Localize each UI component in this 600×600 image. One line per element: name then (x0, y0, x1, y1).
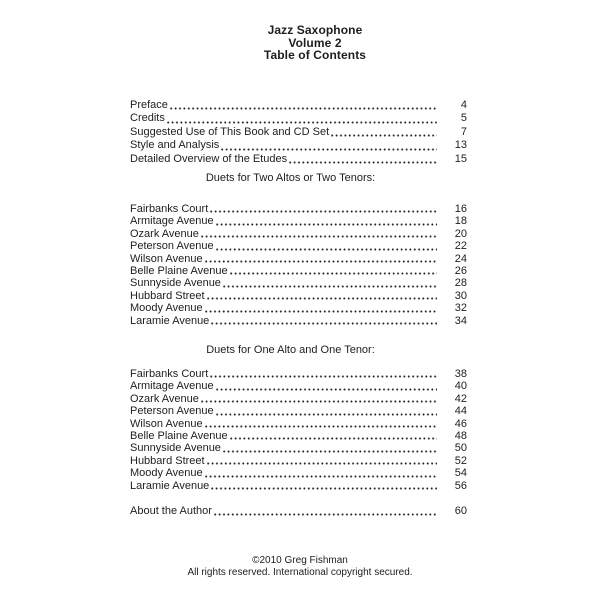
toc-row (130, 315, 467, 327)
dot-leader (213, 505, 437, 518)
dot-leader (200, 393, 437, 405)
dot-leader (222, 442, 437, 454)
toc-entry-label: Wilson Avenue (130, 417, 203, 430)
toc-entry-label: Armitage Avenue (130, 380, 214, 393)
dot-leader (206, 290, 437, 302)
dot-leader (209, 203, 437, 215)
toc-entry-label: Wilson Avenue (130, 252, 203, 265)
toc-entry-page-number: 40 (454, 380, 467, 393)
toc-entry-label: Sunnyside Avenue (130, 277, 221, 290)
toc-row (130, 139, 467, 152)
toc-entry-page-number: 15 (454, 152, 467, 165)
toc-entry-page-number: 26 (454, 264, 467, 277)
toc-entry-label: Sunnyside Avenue (130, 442, 221, 455)
rights-line: All rights reserved. International copyright secured. (187, 566, 413, 578)
toc-entry-label: Ozark Avenue (130, 392, 199, 405)
toc-entry-page-number: 22 (454, 240, 467, 253)
dot-leader (209, 368, 437, 380)
toc-entry-page-number: 5 (460, 112, 467, 125)
dot-leader (215, 380, 437, 392)
dot-leader (204, 467, 437, 479)
toc-row (130, 99, 467, 112)
dot-leader (229, 430, 437, 442)
toc-entry-page-number: 52 (454, 454, 467, 467)
toc-entry-label: Armitage Avenue (130, 215, 214, 228)
toc-entry-page-number: 38 (454, 368, 467, 380)
book-volume: Volume 2 (288, 35, 342, 50)
dot-leader (215, 215, 437, 227)
toc-entry-page-number: 60 (454, 505, 467, 517)
toc-entry-label: Belle Plaine Avenue (130, 264, 228, 277)
duets-alto-tenor-list (130, 368, 467, 492)
toc-entry-page-number: 56 (454, 479, 467, 492)
dot-leader (169, 99, 437, 112)
toc-entry-page-number: 50 (454, 442, 467, 455)
toc-row (130, 112, 467, 125)
toc-row (130, 393, 467, 405)
toc-entry-label: Hubbard Street (130, 289, 205, 302)
toc-entry-page-number: 7 (460, 125, 467, 138)
toc-row (130, 228, 467, 240)
toc-entry-label: Belle Plaine Avenue (130, 429, 228, 442)
section-heading-duets-two-altos-or-two-tenors: Duets for Two Altos or Two Tenors: (205, 172, 376, 184)
toc-row (130, 290, 467, 302)
duets-two-altos-list (130, 203, 467, 327)
toc-row (130, 277, 467, 289)
page-title: Table of Contents (263, 48, 367, 62)
toc-entry-label: Moody Avenue (130, 302, 203, 315)
toc-entry-page-number: 24 (454, 252, 467, 265)
toc-row (130, 153, 467, 166)
front-matter-list (130, 99, 467, 166)
toc-entry-page-number: 28 (454, 277, 467, 290)
toc-row (130, 467, 467, 479)
toc-row (130, 203, 467, 215)
toc-entry-label: Moody Avenue (130, 467, 203, 480)
toc-entry-page-number: 4 (460, 99, 467, 111)
toc-entry-page-number: 20 (454, 227, 467, 240)
toc-entry-page-number: 13 (454, 139, 467, 152)
dot-leader (229, 265, 437, 277)
toc-entry-page-number: 18 (454, 215, 467, 228)
toc-entry-label: Peterson Avenue (130, 405, 214, 418)
dot-leader (330, 126, 437, 139)
toc-entry-page-number: 30 (454, 289, 467, 302)
toc-row (130, 455, 467, 467)
toc-row (130, 302, 467, 314)
toc-entry-label: Suggested Use of This Book and CD Set (130, 125, 330, 138)
dot-leader (220, 139, 437, 152)
toc-entry-label: Peterson Avenue (130, 240, 214, 253)
toc-row (130, 126, 467, 139)
toc-entry-label: About the Author (130, 505, 212, 517)
toc-row (130, 405, 467, 417)
toc-entry-label: Hubbard Street (130, 454, 205, 467)
copyright-block (0, 555, 600, 578)
dot-leader (206, 455, 437, 467)
toc-row (130, 265, 467, 277)
toc-row (130, 430, 467, 442)
toc-row (130, 380, 467, 392)
toc-entry-label: Laramie Avenue (130, 479, 210, 492)
toc-entry-label: Ozark Avenue (130, 227, 199, 240)
section-heading-duets-one-alto-one-tenor: Duets for One Alto and One Tenor: (206, 344, 375, 356)
toc-entry-page-number: 46 (454, 417, 467, 430)
toc-row (130, 418, 467, 430)
copyright-line: ©2010 Greg Fishman (252, 555, 348, 566)
toc-entry-page-number: 44 (454, 405, 467, 418)
toc-row (130, 505, 467, 518)
toc-entry-page-number: 48 (454, 429, 467, 442)
toc-entry-label: Preface (130, 99, 168, 111)
toc-entry-label: Fairbanks Court (130, 203, 209, 215)
toc-entry-label: Style and Analysis (130, 139, 220, 152)
toc-entry-label: Laramie Avenue (130, 314, 210, 327)
dot-leader (210, 480, 437, 492)
toc-entry-page-number: 42 (454, 392, 467, 405)
dot-leader (200, 228, 437, 240)
book-title: Jazz Saxophone (267, 23, 363, 37)
toc-entry-page-number: 32 (454, 302, 467, 315)
toc-entry-page-number: 34 (454, 314, 467, 327)
toc-entry-label: Fairbanks Court (130, 368, 209, 380)
book-title-block (15, 24, 600, 62)
dot-leader (215, 405, 437, 417)
dot-leader (222, 277, 437, 289)
toc-row (130, 240, 467, 252)
dot-leader (204, 253, 437, 265)
dot-leader (204, 418, 437, 430)
dot-leader (166, 112, 437, 125)
dot-leader (215, 240, 437, 252)
toc-entry-page-number: 16 (454, 203, 467, 215)
toc-entry-label: Credits (130, 112, 165, 125)
toc-entry-page-number: 54 (454, 467, 467, 480)
dot-leader (210, 315, 437, 327)
toc-row (130, 215, 467, 227)
toc-entry-label: Detailed Overview of the Etudes (130, 152, 288, 165)
toc-row (130, 253, 467, 265)
toc-row (130, 480, 467, 492)
toc-row (130, 368, 467, 380)
back-matter-list (130, 505, 467, 518)
dot-leader (288, 153, 437, 166)
toc-row (130, 442, 467, 454)
dot-leader (204, 302, 437, 314)
